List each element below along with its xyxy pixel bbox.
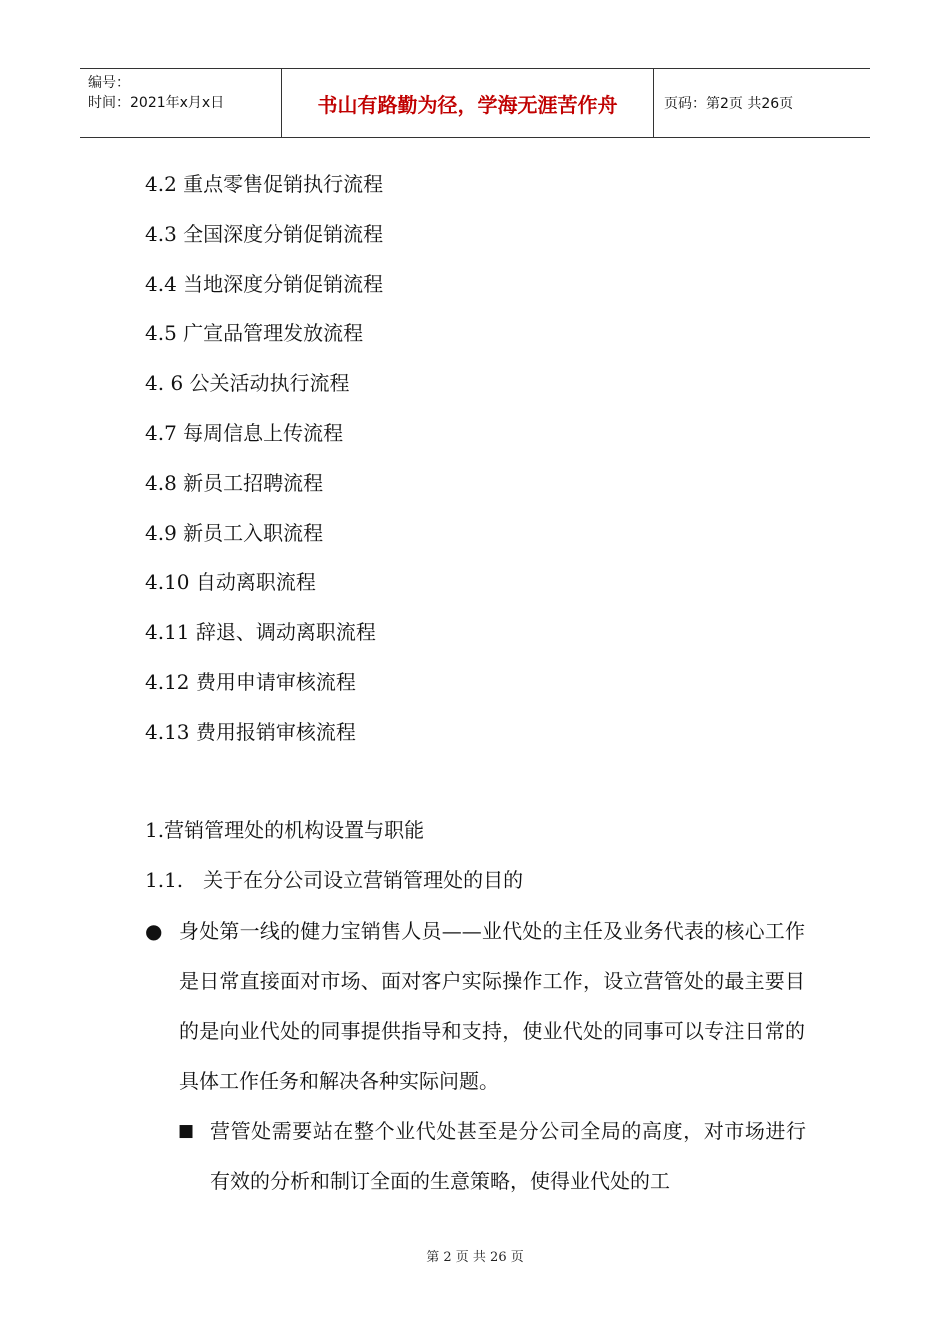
header-motto: 书山有路勤为径，学海无涯苦作舟 bbox=[282, 69, 654, 137]
toc-item: 4.9 新员工入职流程 bbox=[145, 520, 324, 545]
toc-item: 4.5 广宣品管理发放流程 bbox=[145, 321, 364, 346]
header-page-code: 页码：第2页 共26页 bbox=[664, 96, 794, 112]
toc-item: 4.11 辞退、调动离职流程 bbox=[145, 620, 376, 645]
circle-bullet-paragraph bbox=[145, 906, 805, 1106]
section-subheading: 1.1. 关于在分公司设立营销管理处的目的 bbox=[145, 868, 524, 892]
toc-item: 4.10 自动离职流程 bbox=[145, 570, 316, 595]
toc-list bbox=[145, 166, 383, 764]
toc-item: 4.3 全国深度分销促销流程 bbox=[145, 221, 384, 246]
square-bullet-paragraph bbox=[178, 1106, 806, 1206]
toc-item: 4.13 费用报销审核流程 bbox=[145, 719, 356, 744]
page-header bbox=[80, 68, 870, 138]
toc-item: 4.8 新员工招聘流程 bbox=[145, 470, 324, 495]
circle-bullet-text: 身处第一线的健力宝销售人员——业代处的主任及业务代表的核心工作是日常直接面对市场、面对客户实际操作工作，设立营管处的最主要目的是向业代处的同事提供指导和支持，使业代处的同事可以专注日常的具体工作任务和解决各种实际问题。 bbox=[179, 919, 805, 1093]
page-footer: 第 2 页 共 26 页 bbox=[426, 1250, 524, 1265]
toc-item: 4.2 重点零售促销执行流程 bbox=[145, 172, 384, 196]
section-heading: 1.营销管理处的机构设置与职能 bbox=[145, 818, 425, 842]
circle-bullet-icon: ● bbox=[145, 919, 163, 943]
toc-item: 4.4 当地深度分销促销流程 bbox=[145, 271, 384, 296]
document-number-label: 编号： bbox=[88, 75, 130, 91]
square-bullet-text: 营管处需要站在整个业代处甚至是分公司全局的高度，对市场进行有效的分析和制订全面的生意策略，使得业代处的工 bbox=[210, 1119, 806, 1193]
toc-item: 4. 6 公关活动执行流程 bbox=[145, 371, 350, 396]
document-time-label: 时间：2021年x月x日 bbox=[88, 95, 225, 111]
header-left-cell bbox=[80, 69, 282, 137]
toc-item: 4.12 费用申请审核流程 bbox=[145, 669, 356, 694]
square-bullet-icon: ■ bbox=[178, 1121, 195, 1141]
toc-item: 4.7 每周信息上传流程 bbox=[145, 420, 344, 445]
